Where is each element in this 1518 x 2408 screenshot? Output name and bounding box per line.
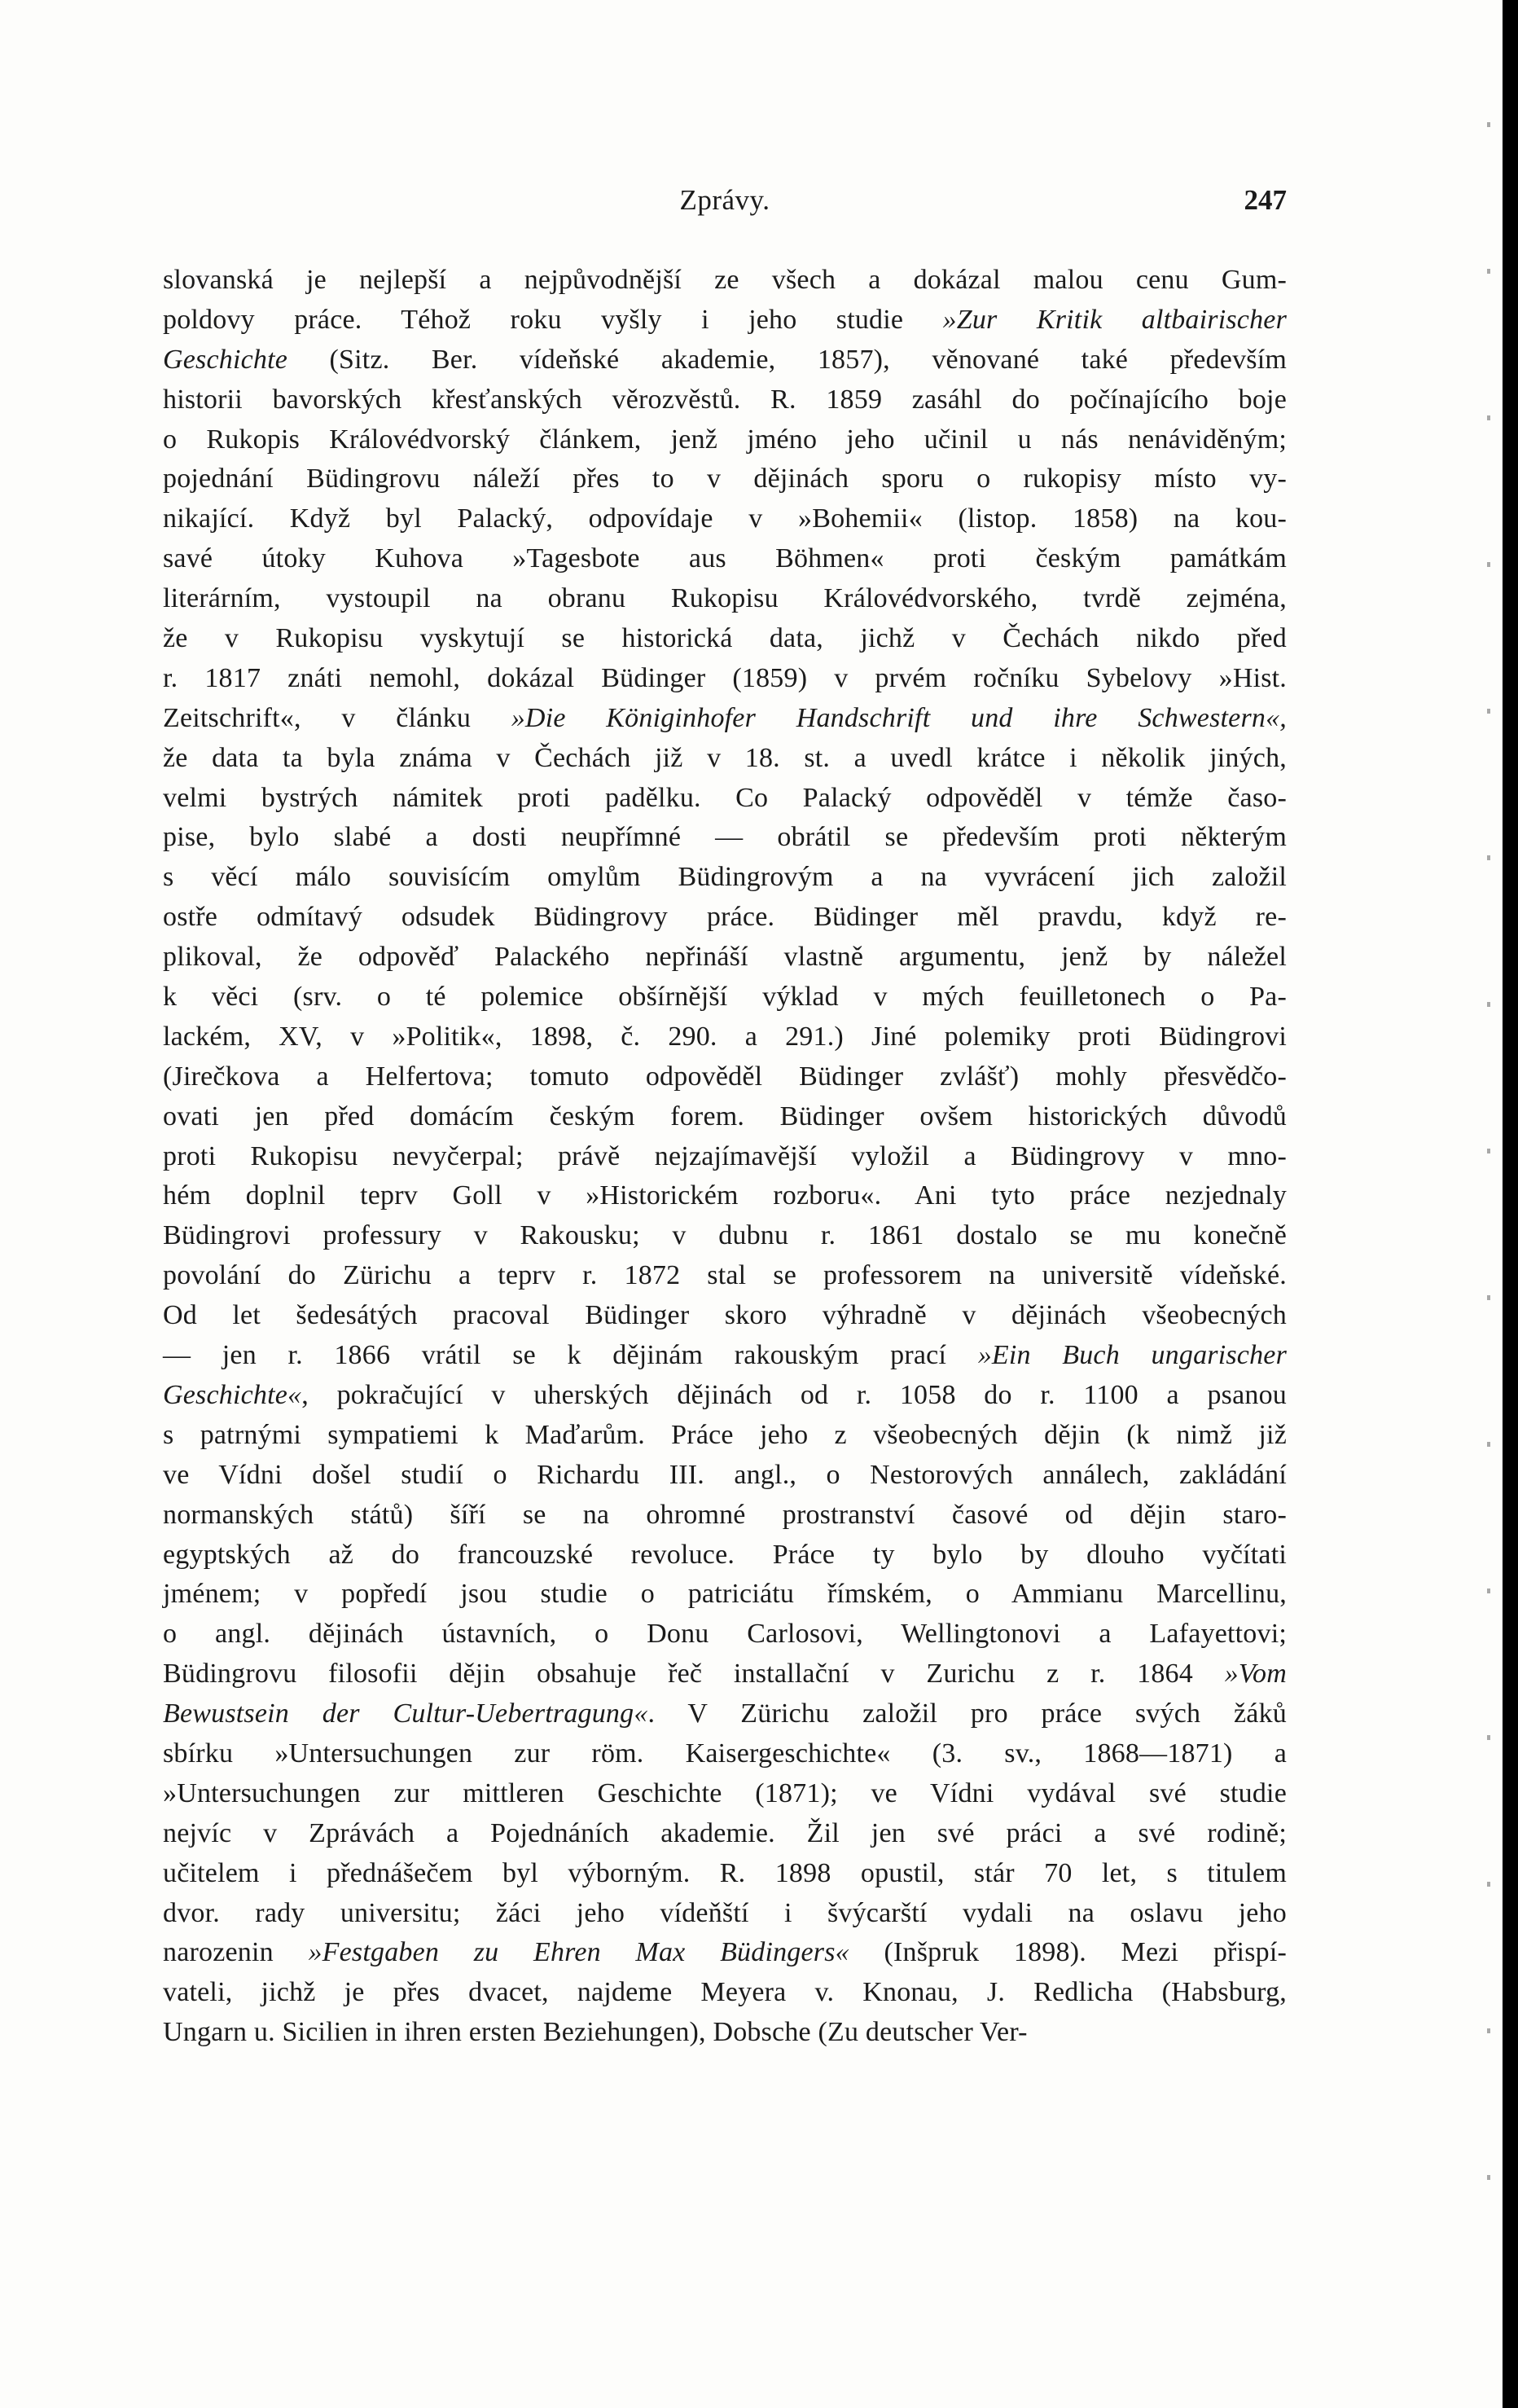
italic-title: »Zur Kritik altbairischer	[942, 304, 1288, 335]
line-text: vateli, jichž je přes dvacet, najdeme Meyera v. Knonau, J. Redlicha (Habsburg,	[163, 1977, 1287, 2008]
line-text: pise, bylo slabé a dosti neupřímné — obrátil se především proti některým	[163, 822, 1287, 853]
text-line	[163, 301, 1287, 341]
line-text: velmi bystrých námitek proti padělku. Co Palacký odpověděl v témže časo-	[163, 782, 1287, 813]
text-line	[163, 459, 1287, 499]
text-line	[163, 2013, 1287, 2053]
text-line	[163, 1176, 1287, 1216]
text-line	[163, 1376, 1287, 1416]
line-text: že data ta byla známa v Čechách již v 18. st. a uvedl krátce i několik jiných,	[163, 742, 1287, 773]
line-text: poldovy práce. Téhož roku vyšly i jeho studie	[163, 304, 943, 335]
line-text: že v Rukopisu vyskytují se historická data, jichž v Čechách nikdo před	[163, 623, 1287, 654]
text-line	[163, 779, 1287, 819]
scan-edge	[1503, 0, 1518, 2408]
scan-margin-marks	[1487, 122, 1490, 2322]
line-text: o Rukopis Královédvorský článkem, jenž jméno jeho učinil u nás nenáviděným;	[163, 424, 1287, 455]
text-line	[163, 1615, 1287, 1654]
italic-title: Geschichte	[163, 344, 288, 375]
line-text: proti Rukopisu nevyčerpal; právě nejzajímavější vyložil a Büdingrovy v mno-	[163, 1140, 1287, 1171]
text-line	[163, 1017, 1287, 1057]
text-line	[163, 1894, 1287, 1934]
text-line	[163, 1057, 1287, 1097]
line-text: Büdingrovi professury v Rakousku; v dubnu r. 1861 dostalo se mu konečně	[163, 1220, 1287, 1251]
text-line	[163, 341, 1287, 380]
line-text: r. 1817 znáti nemohl, dokázal Büdinger (1859) v prvém ročníku Sybelovy »Hist.	[163, 662, 1287, 693]
line-text: dvor. rady universitu; žáci jeho vídeňští i švýcarští vydali na oslavu jeho	[163, 1897, 1287, 1928]
text-line	[163, 1973, 1287, 2013]
line-text: literárním, vystoupil na obranu Rukopisu Královédvorského, tvrdě zejména,	[163, 583, 1287, 614]
text-line	[163, 699, 1287, 739]
line-text: učitelem i přednášečem byl výborným. R. 1898 opustil, stár 70 let, s titulem	[163, 1857, 1287, 1888]
text-line	[163, 898, 1287, 938]
text-line	[163, 1536, 1287, 1575]
line-text: nejvíc v Zprávách a Pojednáních akademie. Žil jen své práci a své rodině;	[163, 1817, 1287, 1848]
line-text: s věcí málo souvisícím omylům Büdingrovým a na vyvrácení jich založil	[163, 862, 1287, 893]
line-text: k věci (srv. o té polemice obšírnější výklad v mých feuilletonech o Pa-	[163, 982, 1287, 1013]
line-text: Zeitschrift«, v článku	[163, 702, 511, 733]
line-text: — jen r. 1866 vrátil se k dějinám rakouským prací	[163, 1340, 978, 1371]
text-line	[163, 1694, 1287, 1734]
text-line	[163, 1734, 1287, 1774]
running-head: Zprávy.	[679, 184, 770, 216]
line-text: hém doplnil teprv Goll v »Historickém rozboru«. Ani tyto práce nezjednaly	[163, 1180, 1287, 1211]
text-line	[163, 818, 1287, 858]
line-text: nikající. Když byl Palacký, odpovídaje v »Bohemii« (listop. 1858) na kou-	[163, 503, 1287, 534]
text-line	[163, 1575, 1287, 1615]
line-text: (Inšpruk 1898). Mezi přispí-	[849, 1937, 1287, 1968]
text-line	[163, 1654, 1287, 1694]
text-line	[163, 659, 1287, 699]
line-text: slovanská je nejlepší a nejpůvodnější ze všech a dokázal malou cenu Gum-	[163, 265, 1287, 295]
line-text: , pokračující v uherských dějinách od r. 1058 do r. 1100 a psanou	[301, 1379, 1287, 1410]
italic-title: »Ein Buch ungarischer	[977, 1340, 1287, 1371]
text-line	[163, 858, 1287, 898]
text-line	[163, 1496, 1287, 1536]
text-line	[163, 499, 1287, 539]
text-line	[163, 1137, 1287, 1177]
text-line	[163, 1216, 1287, 1256]
text-line	[163, 1854, 1287, 1894]
text-line	[163, 261, 1287, 301]
line-text: s patrnými sympatiemi k Maďarům. Práce jeho z všeobecných dějin (k nimž již	[163, 1419, 1287, 1450]
body-text	[163, 261, 1287, 2053]
page-number: 247	[1244, 184, 1287, 216]
line-text: plikoval, že odpověď Palackého nepřináší vlastně argumentu, jenž by náležel	[163, 942, 1287, 973]
line-text: o angl. dějinách ústavních, o Donu Carlosovi, Wellingtonovi a Lafayettovi;	[163, 1619, 1287, 1650]
line-text: ostře odmítavý odsudek Büdingrovy práce. Büdinger měl pravdu, když re-	[163, 902, 1287, 933]
line-text: ve Vídni došel studií o Richardu III. angl., o Nestorových annálech, zakládání	[163, 1459, 1287, 1490]
text-line	[163, 420, 1287, 460]
line-text: narozenin	[163, 1937, 309, 1968]
text-line	[163, 1416, 1287, 1456]
italic-title: »Vom	[1224, 1659, 1287, 1690]
italic-title: Bewustsein der Cultur-Uebertragung«	[163, 1698, 648, 1729]
line-text: normanských států) šíří se na ohromné prostranství časové od dějin staro-	[163, 1499, 1287, 1530]
page-header	[163, 184, 1287, 225]
line-text: »Untersuchungen zur mittleren Geschichte (1871); ve Vídni vydával své studie	[163, 1777, 1287, 1808]
text-line	[163, 1456, 1287, 1496]
text-line	[163, 1097, 1287, 1137]
line-text: savé útoky Kuhova »Tagesbote aus Böhmen« proti českým památkám	[163, 543, 1287, 574]
line-text: povolání do Zürichu a teprv r. 1872 stal se professorem na universitě vídeňské.	[163, 1260, 1287, 1291]
text-line	[163, 739, 1287, 779]
text-line	[163, 1336, 1287, 1376]
italic-title: Geschichte«	[163, 1379, 302, 1410]
line-text: ovati jen před domácím českým forem. Büdinger ovšem historických důvodů	[163, 1101, 1287, 1131]
line-text: (Sitz. Ber. vídeňské akademie, 1857), věnované také především	[287, 344, 1287, 375]
text-line	[163, 619, 1287, 659]
text-line	[163, 539, 1287, 579]
line-text: Büdingrovu filosofii dějin obsahuje řeč installační v Zurichu z r. 1864	[163, 1659, 1225, 1690]
text-line	[163, 1814, 1287, 1854]
line-text: (Jirečkova a Helfertova; tomuto odpověděl Büdinger zvlášť) mohly přesvědčo-	[163, 1061, 1287, 1092]
text-line	[163, 380, 1287, 420]
text-line	[163, 1933, 1287, 1973]
line-text: . V Zürichu založil pro práce svých žáků	[647, 1698, 1287, 1729]
text-line	[163, 1296, 1287, 1336]
line-text: historii bavorských křesťanských věrozvěstů. R. 1859 zasáhl do počínajícího boje	[163, 384, 1287, 415]
italic-title: »Die Königinhofer Handschrift und ihre Schwestern«,	[511, 702, 1287, 733]
text-line	[163, 938, 1287, 978]
line-text: pojednání Büdingrovu náleží přes to v dějinách sporu o rukopisy místo vy-	[163, 464, 1287, 494]
text-line	[163, 978, 1287, 1017]
text-line	[163, 1256, 1287, 1296]
line-text: egyptských až do francouzské revoluce. Práce ty bylo by dlouho vyčítati	[163, 1539, 1287, 1570]
line-text: lackém, XV, v »Politik«, 1898, č. 290. a 291.) Jiné polemiky proti Büdingrovi	[163, 1021, 1287, 1052]
line-text: Od let šedesátých pracoval Büdinger skoro výhradně v dějinách všeobecných	[163, 1300, 1287, 1331]
italic-title: »Festgaben zu Ehren Max Büdingers«	[308, 1937, 849, 1968]
line-text: sbírku »Untersuchungen zur röm. Kaisergeschichte« (3. sv., 1868—1871) a	[163, 1738, 1287, 1769]
text-line	[163, 1774, 1287, 1814]
line-text: jménem; v popředí jsou studie o patriciátu římském, o Ammianu Marcellinu,	[163, 1579, 1287, 1610]
line-text: Ungarn u. Sicilien in ihren ersten Beziehungen), Dobsche (Zu deutscher Ver-	[163, 2017, 1028, 2048]
text-line	[163, 579, 1287, 619]
